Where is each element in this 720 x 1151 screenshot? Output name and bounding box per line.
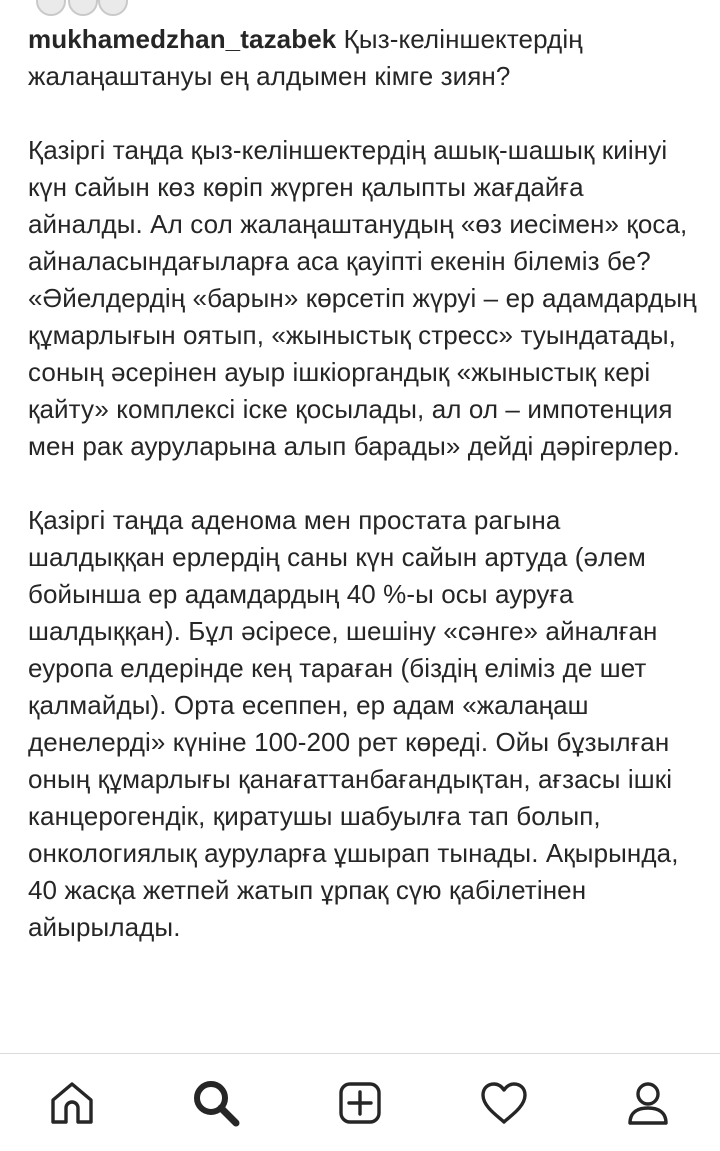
avatar[interactable] — [36, 0, 66, 16]
heart-icon — [479, 1080, 529, 1126]
profile-icon — [624, 1079, 672, 1127]
caption-title — [28, 21, 700, 95]
nav-activity-button[interactable] — [464, 1063, 544, 1143]
avatar[interactable] — [98, 0, 128, 16]
bottom-navigation-bar — [0, 1053, 720, 1151]
previous-post-remnant — [0, 0, 720, 20]
home-icon — [48, 1079, 96, 1127]
caption-paragraph: Қазіргі таңда аденома мен простата рагына шалдыққан ерлердің саны күн сайын артуда (әлем бойынша ер адамдардың 40 %-ы осы ауруға шалдыққан). Бұл әсіресе, шешіну «сәнге» айналған еуропа елдерінде кең тараған (біздің еліміз де шет қалмайды). Орта есеппен, ер адам «жалаңаш денелерді» күніне 100-200 рет көреді. Ойы бұзылған оның құмарлығы қанағаттанбағандықтан, ағзасы ішкі канцерогендік, қиратушы шабуылға тап болып, онкологиялық ауруларға ұшырап тынады. Ақырында, 40 жасқа жетпей жатып ұрпақ сүю қабілетінен айырылады. — [28, 505, 679, 942]
post-caption — [28, 21, 700, 1053]
nav-search-button[interactable] — [176, 1063, 256, 1143]
caption-title-text: Қыз-келіншектердің жалаңаштануы ең алдымен кімге зиян? — [28, 24, 583, 91]
search-icon — [191, 1078, 241, 1128]
caption-paragraph: Қазіргі таңда қыз-келіншектердің ашық-шашық киінуі күн сайын көз көріп жүрген қалыпты жағдайға айналды. Ал сол жалаңаштанудың «өз иесімен» қоса, айналасындағыларға аса қауіпті екенін білеміз бе? «Әйелдердің «барын» көрсетіп жүруі – ер адамдардың құмарлығын оятып, «жыныстық стресс» туындатады, соның әсерінен ауыр ішкіоргандық «жыныстық кері қайту» комплексі іске қосылады, ал ол – импотенция мен рак ауруларына алып барады» дейді дәрігерлер. — [28, 135, 697, 461]
nav-new-post-button[interactable] — [320, 1063, 400, 1143]
nav-home-button[interactable] — [32, 1063, 112, 1143]
new-post-icon — [336, 1079, 384, 1127]
username-link[interactable]: mukhamedzhan_tazabek — [28, 24, 337, 54]
avatar[interactable] — [68, 0, 98, 16]
nav-profile-button[interactable] — [608, 1063, 688, 1143]
